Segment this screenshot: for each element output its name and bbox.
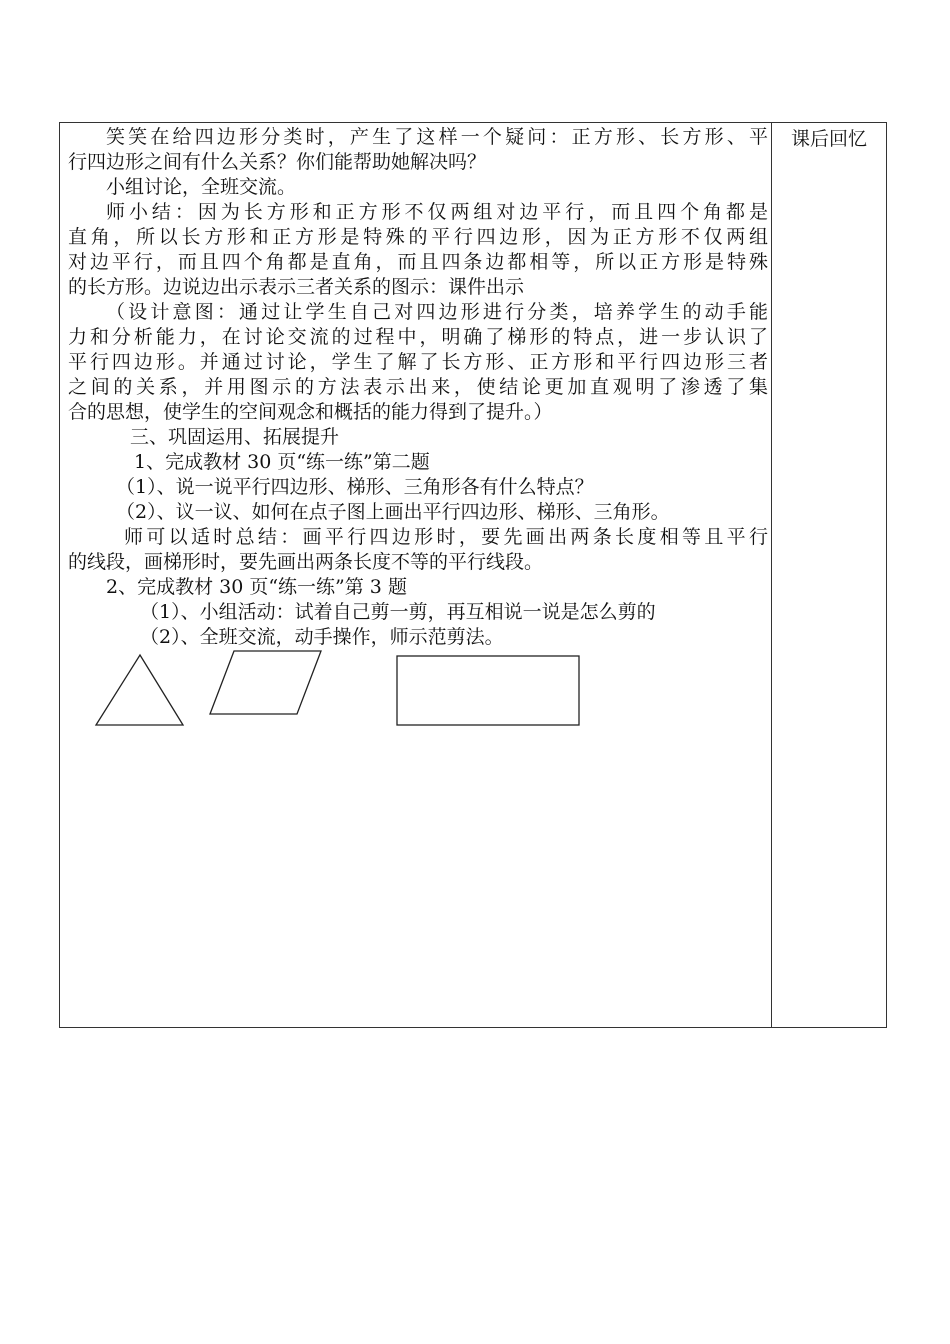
exercise-item-2-sub-2: （2）、全班交流，动手操作，师示范剪法。 [140,626,504,648]
parallelogram-shape [210,651,321,714]
paragraph-design-line-2: 力和分析能力，在讨论交流的过程中，明确了梯形的特点，进一步认识了 [68,326,768,348]
rectangle-shape [397,656,579,725]
section-heading-3: 三、巩固运用、拓展提升 [130,426,340,448]
lesson-table [59,122,887,1028]
paragraph-summary-line-4: 的长方形。边说边出示表示三者关系的图示：课件出示 [68,276,525,298]
paragraph-design-line-1: （设计意图：通过让学生自己对四边形进行分类，培养学生的动手能 [106,301,768,323]
paragraph-design-line-5: 合的思想，使学生的空间观念和概括的能力得到了提升。） [68,401,553,423]
paragraph-design-line-3: 平行四边形。并通过讨论，学生了解了长方形、正方形和平行四边形三者 [68,351,768,373]
paragraph-summary-line-2: 直角，所以长方形和正方形是特殊的平行四边形，因为正方形不仅两组 [68,226,768,248]
exercise-item-1: 1、完成教材 30 页“练一练”第二题 [134,451,430,473]
exercise-item-1-sub-2: （2）、议一议、如何在点子图上画出平行四边形、梯形、三角形。 [116,501,670,523]
exercise-item-2-sub-1: （1）、小组活动：试着自己剪一剪，再互相说一说是怎么剪的 [140,601,656,623]
paragraph-discussion: 小组讨论，全班交流。 [106,176,297,198]
side-column-header: 课后回忆 [790,128,867,150]
exercise-item-2: 2、完成教材 30 页“练一练”第 3 题 [106,576,407,598]
paragraph-summary-line-3: 对边平行，而且四个角都是直角，而且四条边都相等，所以正方形是特殊 [68,251,768,273]
shapes-figure [60,123,888,1029]
triangle-shape [96,655,183,725]
paragraph-question-line-2: 行四边形之间有什么关系？你们能帮助她解决吗？ [68,151,487,173]
paragraph-question-line-1: 笑笑在给四边形分类时，产生了这样一个疑问：正方形、长方形、平 [106,126,768,148]
teacher-summary-line-2: 的线段，画梯形时，要先画出两条长度不等的平行线段。 [68,551,544,573]
exercise-item-1-sub-1: （1）、说一说平行四边形、梯形、三角形各有什么特点？ [116,476,594,498]
paragraph-design-line-4: 之间的关系，并用图示的方法表示出来，使结论更加直观明了渗透了集 [68,376,768,398]
paragraph-summary-line-1: 师小结：因为长方形和正方形不仅两组对边平行，而且四个角都是 [106,201,768,223]
teacher-summary-line-1: 师可以适时总结：画平行四边形时，要先画出两条长度相等且平行 [124,526,768,548]
